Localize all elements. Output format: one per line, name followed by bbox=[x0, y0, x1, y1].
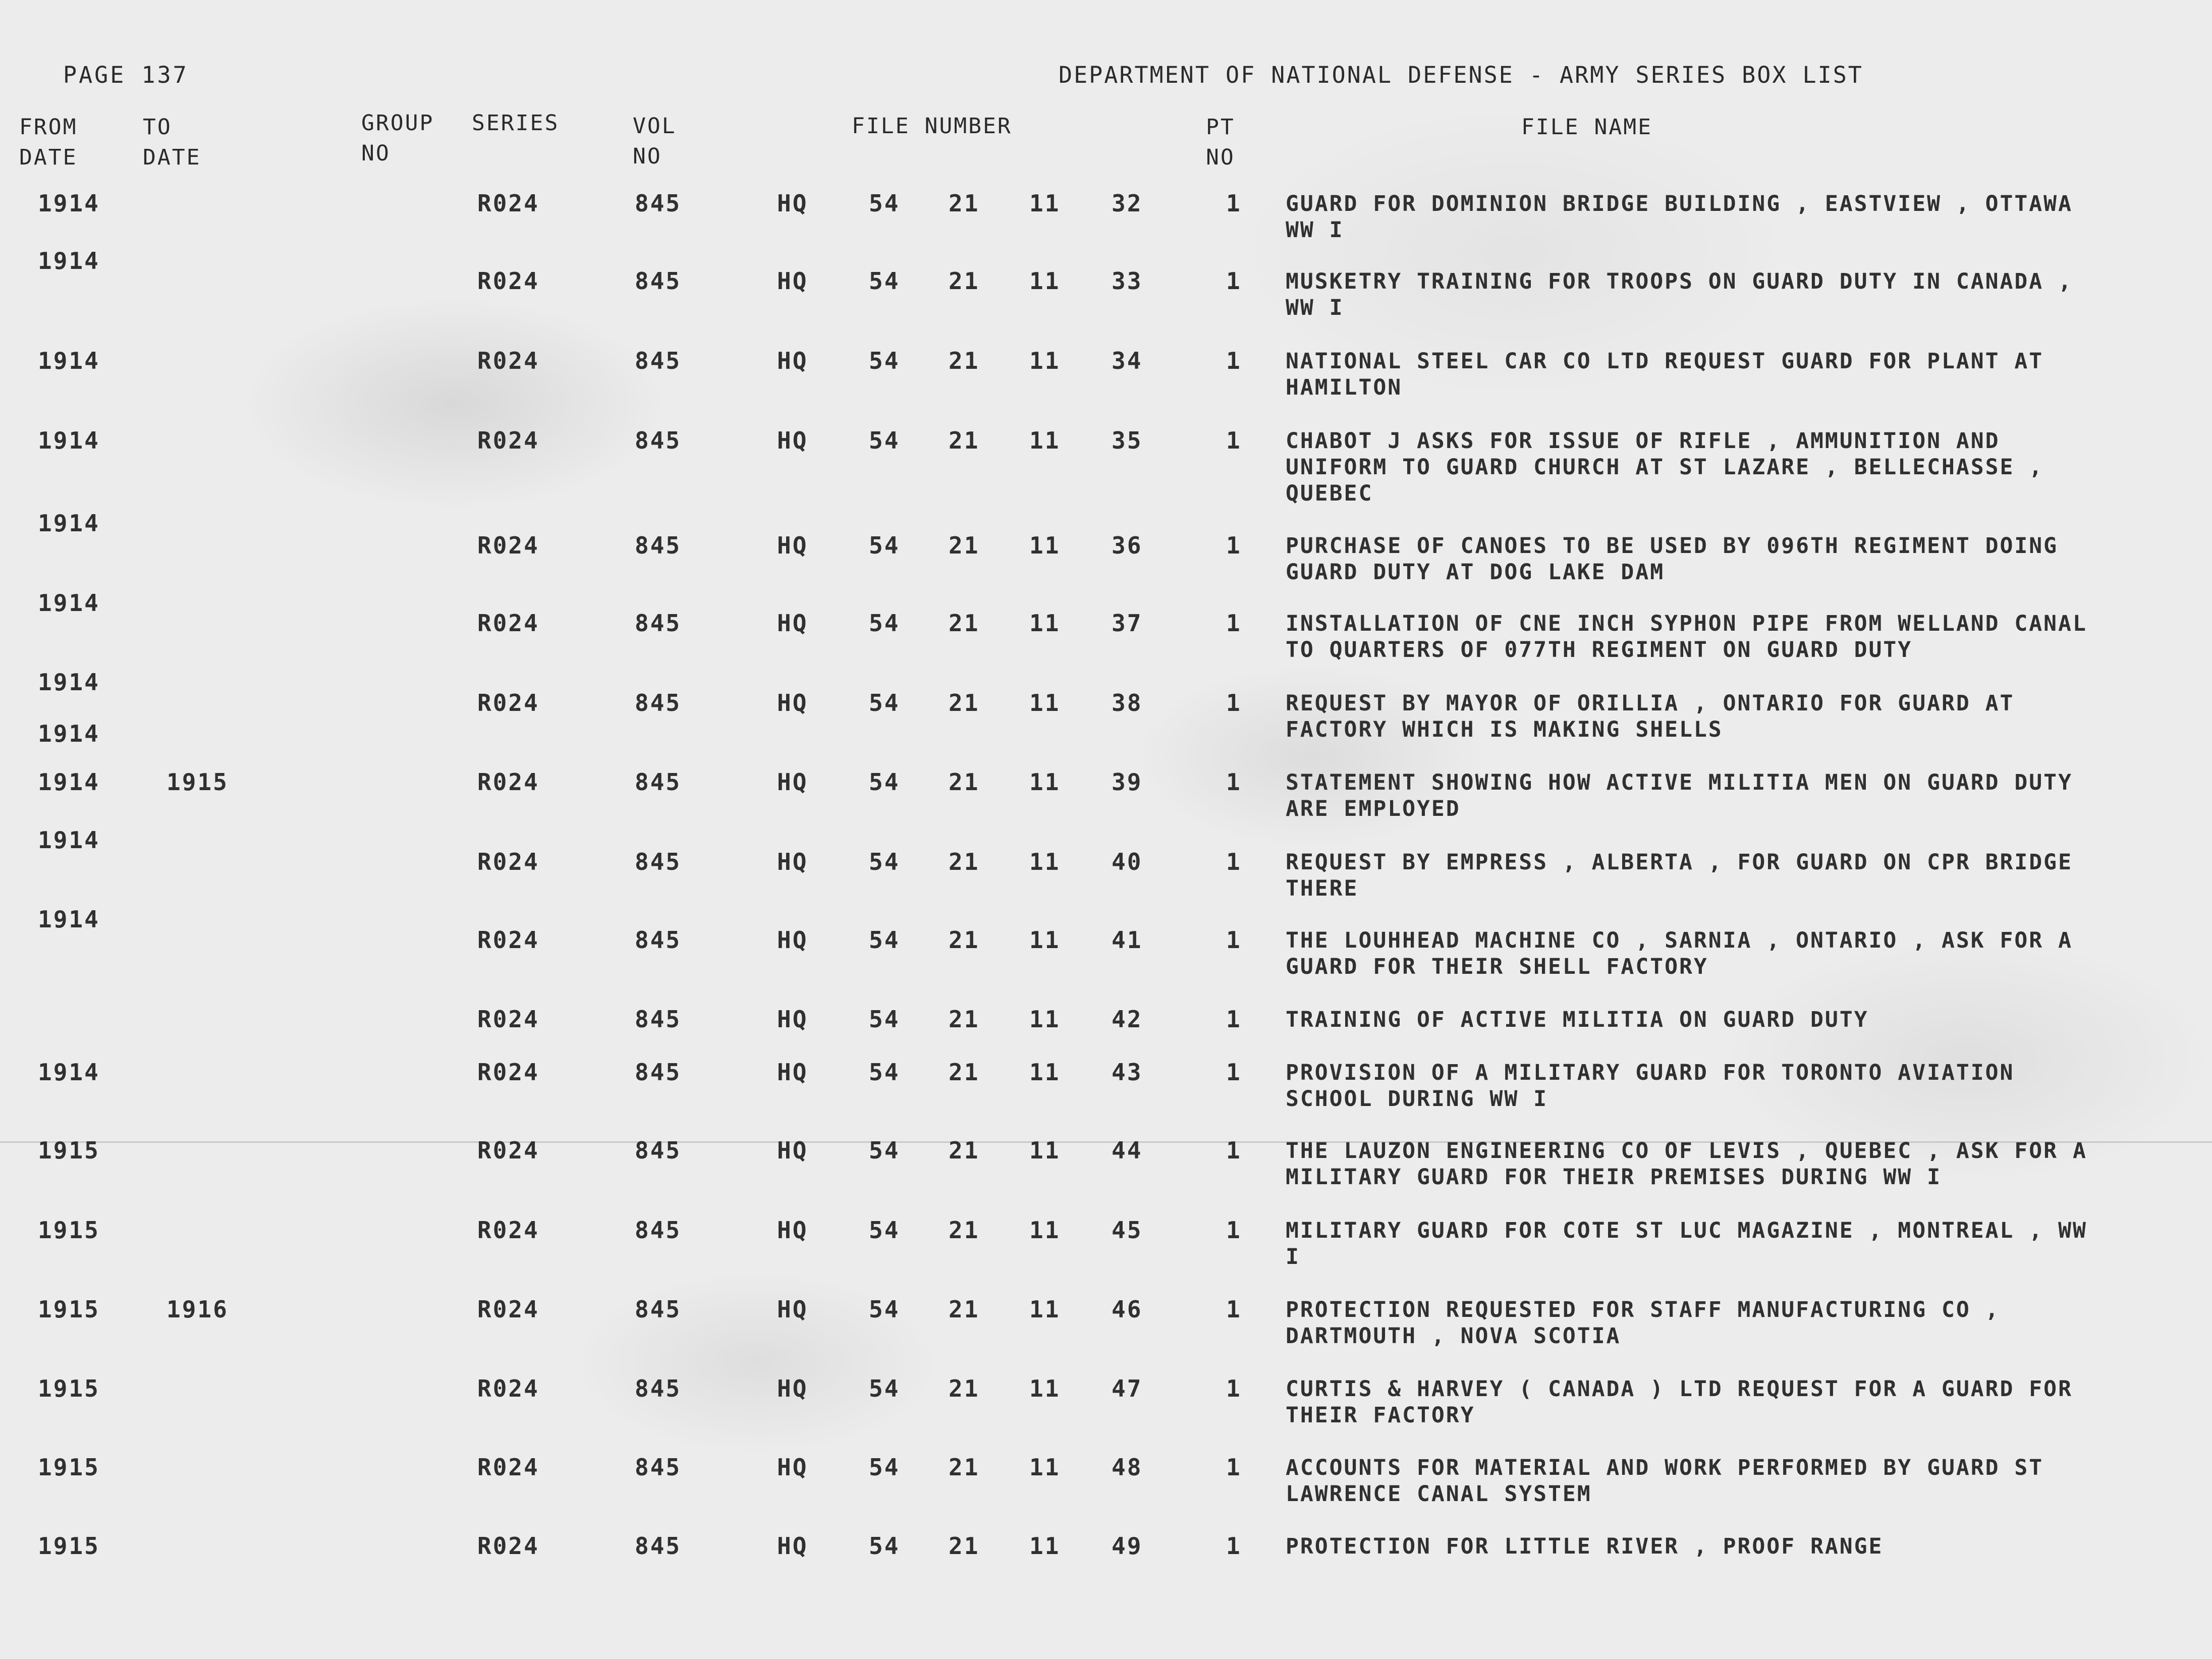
file-number-part: 21 bbox=[949, 267, 980, 295]
file-number-part: 44 bbox=[1112, 1137, 1143, 1164]
from-date: 1915 bbox=[38, 1375, 100, 1402]
file-number-part: 54 bbox=[869, 1454, 900, 1481]
file-number-part: HQ bbox=[777, 190, 808, 217]
series: R024 bbox=[477, 926, 539, 954]
vol-no: 845 bbox=[635, 190, 682, 217]
file-number-part: HQ bbox=[777, 1006, 808, 1033]
vol-no: 845 bbox=[635, 1216, 682, 1244]
table-row bbox=[0, 428, 2212, 504]
series: R024 bbox=[477, 190, 539, 217]
file-number-part: HQ bbox=[777, 427, 808, 454]
file-number-part: 11 bbox=[1029, 610, 1061, 637]
pt-no: 1 bbox=[1226, 610, 1242, 637]
file-name: REQUEST BY EMPRESS , ALBERTA , FOR GUARD ON CPR BRIDGE THERE bbox=[1286, 850, 2073, 901]
file-number-part: 54 bbox=[869, 768, 900, 796]
pt-no: 1 bbox=[1226, 267, 1242, 295]
file-number-part: HQ bbox=[777, 848, 808, 875]
file-number-part: 47 bbox=[1112, 1375, 1143, 1402]
pt-no: 1 bbox=[1226, 1137, 1242, 1164]
header-file-number: FILE NUMBER bbox=[852, 114, 1012, 139]
from-date: 1914 bbox=[38, 427, 100, 454]
file-number-part: 21 bbox=[949, 347, 980, 374]
from-date: 1915 bbox=[38, 1137, 100, 1164]
table-row bbox=[0, 191, 2212, 266]
file-number-part: 42 bbox=[1112, 1006, 1143, 1033]
file-number-part: HQ bbox=[777, 267, 808, 295]
file-number-part: 37 bbox=[1112, 610, 1143, 637]
from-date: 1915 bbox=[38, 1454, 100, 1481]
pt-no: 1 bbox=[1226, 427, 1242, 454]
file-name: THE LAUZON ENGINEERING CO OF LEVIS , QUEBEC , ASK FOR A MILITARY GUARD FOR THEIR PREMISES DURING WW I bbox=[1286, 1138, 2087, 1190]
table-row bbox=[0, 849, 2212, 925]
header-from-date: FROM DATE bbox=[19, 115, 78, 170]
file-number-part: 21 bbox=[949, 848, 980, 875]
table-row bbox=[0, 1376, 2212, 1452]
file-name: STATEMENT SHOWING HOW ACTIVE MILITIA MEN ON GUARD DUTY ARE EMPLOYED bbox=[1286, 770, 2073, 821]
pt-no: 1 bbox=[1226, 1216, 1242, 1244]
file-number-part: 21 bbox=[949, 926, 980, 954]
series: R024 bbox=[477, 1059, 539, 1086]
file-number-part: 21 bbox=[949, 1375, 980, 1402]
file-number-part: HQ bbox=[777, 1454, 808, 1481]
file-number-part: 41 bbox=[1112, 926, 1143, 954]
file-number-part: 11 bbox=[1029, 532, 1061, 559]
file-number-part: 54 bbox=[869, 848, 900, 875]
table-row bbox=[0, 1533, 2212, 1609]
header-file-name: FILE NAME bbox=[1521, 115, 1652, 140]
table-row bbox=[0, 1060, 2212, 1135]
file-number-part: 21 bbox=[949, 1296, 980, 1323]
file-number-part: 21 bbox=[949, 532, 980, 559]
file-number-part: HQ bbox=[777, 926, 808, 954]
vol-no: 845 bbox=[635, 1137, 682, 1164]
file-number-part: 11 bbox=[1029, 1006, 1061, 1033]
series: R024 bbox=[477, 848, 539, 875]
from-date: 1914 bbox=[38, 347, 100, 374]
file-number-part: 11 bbox=[1029, 1059, 1061, 1086]
file-number-part: HQ bbox=[777, 1375, 808, 1402]
file-number-part: 46 bbox=[1112, 1296, 1143, 1323]
file-number-part: 34 bbox=[1112, 347, 1143, 374]
file-number-part: HQ bbox=[777, 689, 808, 716]
file-number-part: 54 bbox=[869, 1296, 900, 1323]
vol-no: 845 bbox=[635, 347, 682, 374]
table-row bbox=[0, 268, 2212, 344]
file-number-part: 11 bbox=[1029, 768, 1061, 796]
file-number-part: 11 bbox=[1029, 347, 1061, 374]
file-number-part: 11 bbox=[1029, 190, 1061, 217]
table-row bbox=[0, 348, 2212, 424]
file-number-part: HQ bbox=[777, 1532, 808, 1560]
vol-no: 845 bbox=[635, 267, 682, 295]
table-row bbox=[0, 769, 2212, 845]
pt-no: 1 bbox=[1226, 347, 1242, 374]
vol-no: 845 bbox=[635, 1296, 682, 1323]
file-number-part: 21 bbox=[949, 689, 980, 716]
vol-no: 845 bbox=[635, 848, 682, 875]
file-number-part: 36 bbox=[1112, 532, 1143, 559]
file-number-part: 48 bbox=[1112, 1454, 1143, 1481]
file-number-part: 21 bbox=[949, 1454, 980, 1481]
file-number-part: 54 bbox=[869, 1059, 900, 1086]
table-row bbox=[0, 1138, 2212, 1213]
file-number-part: 54 bbox=[869, 1532, 900, 1560]
series: R024 bbox=[477, 427, 539, 454]
file-number-part: 54 bbox=[869, 267, 900, 295]
table-row bbox=[0, 1218, 2212, 1293]
file-name: TRAINING OF ACTIVE MILITIA ON GUARD DUTY bbox=[1286, 1007, 1869, 1032]
file-number-part: 54 bbox=[869, 926, 900, 954]
stray-date: 1914 bbox=[38, 669, 100, 696]
file-number-part: 11 bbox=[1029, 1216, 1061, 1244]
file-number-part: 40 bbox=[1112, 848, 1143, 875]
vol-no: 845 bbox=[635, 1375, 682, 1402]
file-name: MUSKETRY TRAINING FOR TROOPS ON GUARD DUTY IN CANADA , WW I bbox=[1286, 269, 2073, 320]
vol-no: 845 bbox=[635, 768, 682, 796]
file-number-part: 54 bbox=[869, 347, 900, 374]
file-name: CURTIS & HARVEY ( CANADA ) LTD REQUEST FOR A GUARD FOR THEIR FACTORY bbox=[1286, 1376, 2073, 1428]
file-number-part: 39 bbox=[1112, 768, 1143, 796]
pt-no: 1 bbox=[1226, 848, 1242, 875]
file-number-part: 11 bbox=[1029, 1296, 1061, 1323]
file-number-part: 21 bbox=[949, 190, 980, 217]
file-number-part: 21 bbox=[949, 768, 980, 796]
stray-date: 1914 bbox=[38, 826, 100, 854]
from-date: 1914 bbox=[38, 768, 100, 796]
table-row bbox=[0, 533, 2212, 609]
file-number-part: 11 bbox=[1029, 1375, 1061, 1402]
pt-no: 1 bbox=[1226, 1296, 1242, 1323]
file-number-part: 35 bbox=[1112, 427, 1143, 454]
header-vol-no: VOL NO bbox=[633, 114, 677, 169]
to-date: 1916 bbox=[167, 1296, 229, 1323]
series: R024 bbox=[477, 1454, 539, 1481]
pt-no: 1 bbox=[1226, 1006, 1242, 1033]
file-number-part: HQ bbox=[777, 1216, 808, 1244]
file-number-part: 54 bbox=[869, 190, 900, 217]
pt-no: 1 bbox=[1226, 1454, 1242, 1481]
file-name: THE LOUHHEAD MACHINE CO , SARNIA , ONTARIO , ASK FOR A GUARD FOR THEIR SHELL FACTORY bbox=[1286, 928, 2073, 979]
from-date: 1914 bbox=[38, 1059, 100, 1086]
file-name: MILITARY GUARD FOR COTE ST LUC MAGAZINE , MONTREAL , WW I bbox=[1286, 1218, 2087, 1269]
file-number-part: 11 bbox=[1029, 926, 1061, 954]
table-row bbox=[0, 611, 2212, 686]
file-number-part: 11 bbox=[1029, 689, 1061, 716]
vol-no: 845 bbox=[635, 926, 682, 954]
from-date: 1915 bbox=[38, 1216, 100, 1244]
file-number-part: HQ bbox=[777, 1137, 808, 1164]
file-name: CHABOT J ASKS FOR ISSUE OF RIFLE , AMMUNITION AND UNIFORM TO GUARD CHURCH AT ST LAZARE , BELLECHASSE , QUEBEC bbox=[1286, 428, 2044, 506]
file-number-part: 54 bbox=[869, 1375, 900, 1402]
file-number-part: 43 bbox=[1112, 1059, 1143, 1086]
from-date: 1915 bbox=[38, 1296, 100, 1323]
pt-no: 1 bbox=[1226, 1532, 1242, 1560]
file-number-part: 21 bbox=[949, 1216, 980, 1244]
stray-date: 1914 bbox=[38, 720, 100, 747]
stray-date: 1914 bbox=[38, 510, 100, 537]
file-number-part: 11 bbox=[1029, 267, 1061, 295]
file-number-part: HQ bbox=[777, 1296, 808, 1323]
series: R024 bbox=[477, 267, 539, 295]
file-name: ACCOUNTS FOR MATERIAL AND WORK PERFORMED BY GUARD ST LAWRENCE CANAL SYSTEM bbox=[1286, 1455, 2044, 1507]
file-number-part: 54 bbox=[869, 1216, 900, 1244]
file-name: INSTALLATION OF CNE INCH SYPHON PIPE FROM WELLAND CANAL TO QUARTERS OF 077TH REGIMENT ON GUARD DUTY bbox=[1286, 611, 2087, 662]
file-number-part: 49 bbox=[1112, 1532, 1143, 1560]
header-to-date: TO DATE bbox=[143, 115, 201, 170]
vol-no: 845 bbox=[635, 610, 682, 637]
pt-no: 1 bbox=[1226, 190, 1242, 217]
file-number-part: 21 bbox=[949, 1059, 980, 1086]
file-number-part: 21 bbox=[949, 427, 980, 454]
file-name: PROTECTION FOR LITTLE RIVER , PROOF RANGE bbox=[1286, 1534, 1884, 1559]
series: R024 bbox=[477, 689, 539, 716]
file-number-part: HQ bbox=[777, 768, 808, 796]
file-number-part: 54 bbox=[869, 689, 900, 716]
file-number-part: HQ bbox=[777, 1059, 808, 1086]
file-number-part: 11 bbox=[1029, 1137, 1061, 1164]
pt-no: 1 bbox=[1226, 926, 1242, 954]
document-title: DEPARTMENT OF NATIONAL DEFENSE - ARMY SERIES BOX LIST bbox=[1059, 62, 1863, 88]
series: R024 bbox=[477, 347, 539, 374]
page-number: PAGE 137 bbox=[63, 62, 189, 88]
file-number-part: 54 bbox=[869, 1137, 900, 1164]
file-number-part: 11 bbox=[1029, 1454, 1061, 1481]
stray-date: 1914 bbox=[38, 247, 100, 274]
vol-no: 845 bbox=[635, 1006, 682, 1033]
file-number-part: 11 bbox=[1029, 1532, 1061, 1560]
series: R024 bbox=[477, 1532, 539, 1560]
file-number-part: HQ bbox=[777, 347, 808, 374]
series: R024 bbox=[477, 1216, 539, 1244]
pt-no: 1 bbox=[1226, 768, 1242, 796]
series: R024 bbox=[477, 1375, 539, 1402]
file-name: PURCHASE OF CANOES TO BE USED BY 096TH REGIMENT DOING GUARD DUTY AT DOG LAKE DAM bbox=[1286, 533, 2059, 585]
table-row bbox=[0, 927, 2212, 1003]
header-pt-no: PT NO bbox=[1206, 115, 1235, 170]
series: R024 bbox=[477, 768, 539, 796]
series: R024 bbox=[477, 1296, 539, 1323]
file-number-part: 45 bbox=[1112, 1216, 1143, 1244]
series: R024 bbox=[477, 1006, 539, 1033]
file-number-part: 54 bbox=[869, 532, 900, 559]
vol-no: 845 bbox=[635, 532, 682, 559]
vol-no: 845 bbox=[635, 427, 682, 454]
file-number-part: 32 bbox=[1112, 190, 1143, 217]
file-number-part: 54 bbox=[869, 427, 900, 454]
file-name: GUARD FOR DOMINION BRIDGE BUILDING , EASTVIEW , OTTAWA WW I bbox=[1286, 191, 2073, 243]
pt-no: 1 bbox=[1226, 532, 1242, 559]
series: R024 bbox=[477, 610, 539, 637]
from-date: 1915 bbox=[38, 1532, 100, 1560]
file-number-part: 21 bbox=[949, 1006, 980, 1033]
header-series: SERIES bbox=[472, 110, 560, 136]
series: R024 bbox=[477, 1137, 539, 1164]
table-row bbox=[0, 1455, 2212, 1530]
vol-no: 845 bbox=[635, 1059, 682, 1086]
stray-date: 1914 bbox=[38, 589, 100, 617]
vol-no: 845 bbox=[635, 689, 682, 716]
from-date: 1914 bbox=[38, 190, 100, 217]
file-number-part: 21 bbox=[949, 1137, 980, 1164]
file-number-part: 21 bbox=[949, 1532, 980, 1560]
pt-no: 1 bbox=[1226, 1375, 1242, 1402]
file-number-part: HQ bbox=[777, 610, 808, 637]
table-row bbox=[0, 1297, 2212, 1372]
vol-no: 845 bbox=[635, 1454, 682, 1481]
to-date: 1915 bbox=[167, 768, 229, 796]
vol-no: 845 bbox=[635, 1532, 682, 1560]
series: R024 bbox=[477, 532, 539, 559]
file-number-part: HQ bbox=[777, 532, 808, 559]
file-number-part: 38 bbox=[1112, 689, 1143, 716]
header-group-no: GROUP NO bbox=[361, 110, 434, 166]
stray-date: 1914 bbox=[38, 906, 100, 933]
table-row bbox=[0, 690, 2212, 766]
file-number-part: 11 bbox=[1029, 848, 1061, 875]
file-name: PROTECTION REQUESTED FOR STAFF MANUFACTURING CO , DARTMOUTH , NOVA SCOTIA bbox=[1286, 1297, 2000, 1349]
file-number-part: 54 bbox=[869, 610, 900, 637]
file-number-part: 11 bbox=[1029, 427, 1061, 454]
pt-no: 1 bbox=[1226, 689, 1242, 716]
file-number-part: 54 bbox=[869, 1006, 900, 1033]
file-name: NATIONAL STEEL CAR CO LTD REQUEST GUARD FOR PLANT AT HAMILTON bbox=[1286, 349, 2044, 400]
file-name: REQUEST BY MAYOR OF ORILLIA , ONTARIO FOR GUARD AT FACTORY WHICH IS MAKING SHELLS bbox=[1286, 691, 2015, 742]
pt-no: 1 bbox=[1226, 1059, 1242, 1086]
file-number-part: 21 bbox=[949, 610, 980, 637]
file-name: PROVISION OF A MILITARY GUARD FOR TORONTO AVIATION SCHOOL DURING WW I bbox=[1286, 1060, 2015, 1112]
file-number-part: 33 bbox=[1112, 267, 1143, 295]
